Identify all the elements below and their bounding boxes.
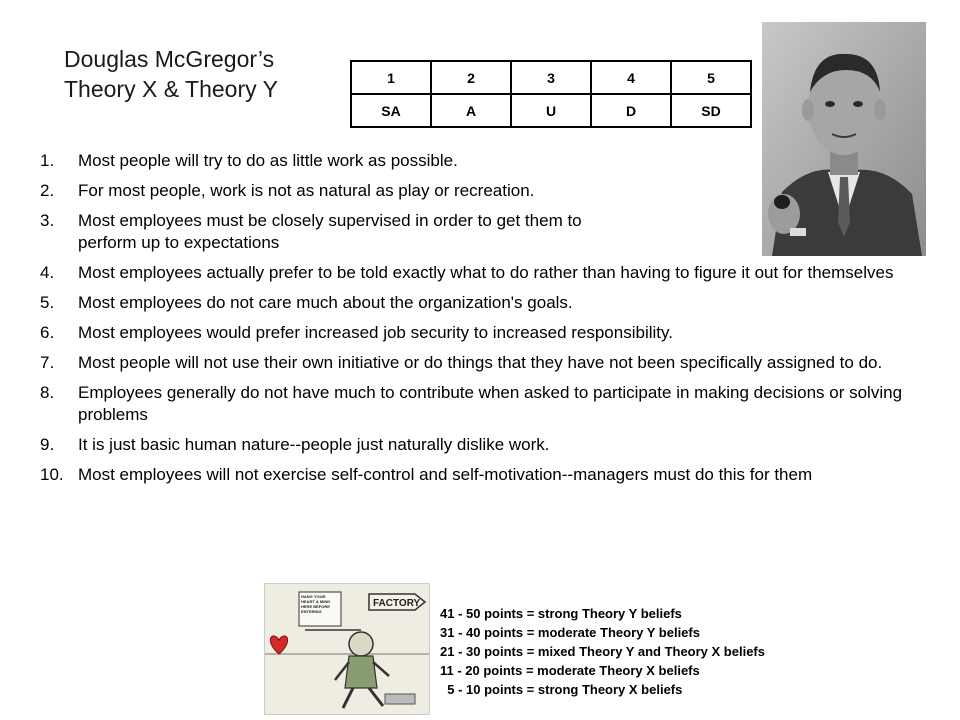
scoring-key	[440, 604, 765, 699]
scoring-line: 31 - 40 points = moderate Theory Y beliefs	[440, 625, 700, 640]
scale-label: D	[591, 94, 671, 127]
scale-number-row	[351, 61, 751, 94]
statement-item: 2. For most people, work is not as natural as play or recreation.	[40, 181, 535, 200]
statement-item: 1. Most people will try to do as little work as possible.	[40, 151, 458, 170]
factory-cartoon	[264, 583, 430, 715]
statement-item: 3. Most employees must be closely supervised in order to get them to perform up to expectations	[40, 211, 582, 252]
cartoon-note-text: HANG YOUR HEART & MIND HERE BEFORE ENTERING	[301, 594, 331, 614]
page-title	[64, 44, 344, 104]
rating-scale-table	[350, 60, 752, 128]
scale-label: SA	[351, 94, 431, 127]
scale-label-row	[351, 94, 751, 127]
statement-item: 7. Most people will not use their own initiative or do things that they have not been specifically assigned to do.	[40, 353, 883, 372]
statement-item: 8. Employees generally do not have much to contribute when asked to participate in making decisions or solving problems	[40, 383, 903, 424]
scale-number: 2	[431, 61, 511, 94]
scale-number: 5	[671, 61, 751, 94]
statement-list	[40, 150, 920, 494]
statement-item: 9. It is just basic human nature--people just naturally dislike work.	[40, 435, 550, 454]
statement-item: 10. Most employees will not exercise self-control and self-motivation--managers must do this for them	[40, 465, 813, 484]
statement-item: 5. Most employees do not care much about the organization's goals.	[40, 293, 573, 312]
scoring-line: 41 - 50 points = strong Theory Y beliefs	[440, 606, 682, 621]
factory-sign-text: FACTORY	[373, 598, 421, 609]
scale-number: 3	[511, 61, 591, 94]
scale-number: 1	[351, 61, 431, 94]
scoring-line: 21 - 30 points = mixed Theory Y and Theory X beliefs	[440, 644, 765, 659]
statement-item: 6. Most employees would prefer increased job security to increased responsibility.	[40, 323, 673, 342]
statement-item: 4. Most employees actually prefer to be told exactly what to do rather than having to figure it out for themselves	[40, 263, 894, 282]
cartoon-illustration	[265, 584, 429, 714]
scale-label: SD	[671, 94, 751, 127]
title-line-2: Theory X & Theory Y	[64, 76, 278, 102]
scale-label: U	[511, 94, 591, 127]
scoring-line: 5 - 10 points = strong Theory X beliefs	[440, 682, 683, 697]
title-line-1: Douglas McGregor’s	[64, 46, 275, 72]
scoring-line: 11 - 20 points = moderate Theory X beliefs	[440, 663, 700, 678]
scale-number: 4	[591, 61, 671, 94]
scale-label: A	[431, 94, 511, 127]
